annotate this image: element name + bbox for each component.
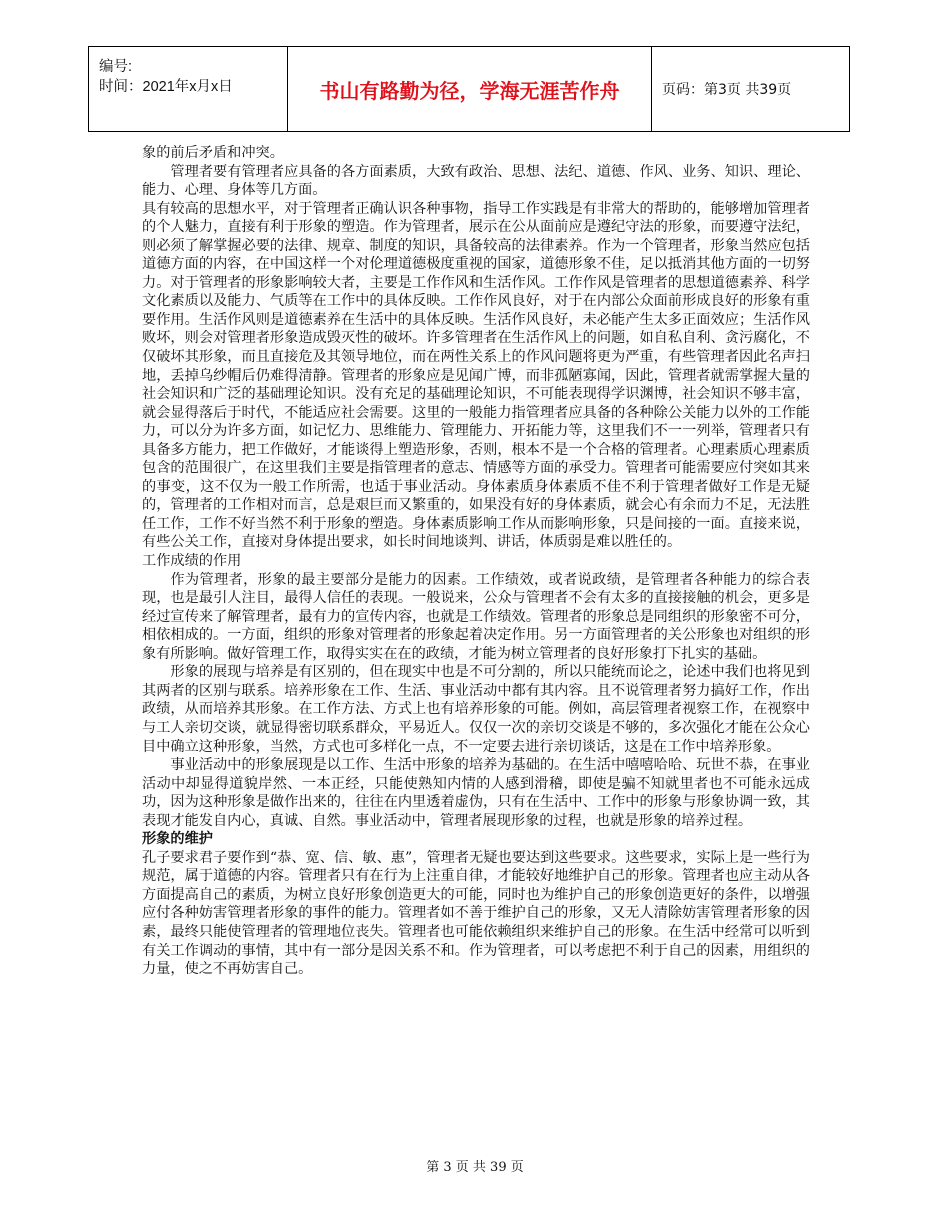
- header-page-info: 页码：第3页 共39页: [662, 82, 792, 98]
- section-heading: 形象的维护: [142, 831, 213, 848]
- page-footer: 第 3 页 共 39 页: [426, 1160, 524, 1175]
- paragraph: 形象的展现与培养是有区别的，但在现实中也是不可分割的，所以只能统而论之，论述中我们也将见到其两者的区别与联系。培养形象在工作、生活、事业活动中都有其内容。且不说管理者努力搞好工作，作出政绩，从而培养其形象。在工作方法、方式上也有培养形象的可能。例如，高层管理者视察工作，在视察中与工人亲切交谈，就显得密切联系群众，平易近人。仅仅一次的亲切交谈是不够的，多次强化才能在公众心目中确立这种形象，当然，方式也可多样化一点，不一定要去进行亲切谈话，这是在工作中培养形象。: [142, 664, 810, 755]
- paragraph: 事业活动中的形象展现是以工作、生活中形象的培养为基础的。在生活中嘻嘻哈哈、玩世不恭，在事业活动中却显得道貌岸然、一本正经，只能使熟知内情的人感到滑稽，即使是骗不知就里者也不可能永远成功，因为这种形象是做作出来的，往往在内里透着虚伪，只有在生活中、工作中的形象与形象协调一致，其表现才能发自内心，真诚、自然。事业活动中，管理者展现形象的过程，也就是形象的培养过程。: [142, 757, 810, 829]
- paragraph: 作为管理者，形象的最主要部分是能力的因素。工作绩效，或者说政绩，是管理者各种能力的综合表现，也是最引人注目，最得人信任的表现。一般说来，公众与管理者不会有太多的直接接触的机会，更多是经过宣传来了解管理者，最有力的宣传内容，也就是工作绩效。管理者的形象总是同组织的形象密不可分，相依相成的。一方面，组织的形象对管理者的形象起着决定作用。另一方面管理者的关公形象也对组织的形象有所影响。做好管理工作，取得实实在在的政绩，才能为树立管理者的良好形象打下扎实的基础。: [142, 571, 810, 662]
- paragraph: 管理者要有管理者应具备的各方面素质，大致有政治、思想、法纪、道德、作风、业务、知识、理论、能力、心理、身体等几方面。: [142, 163, 810, 199]
- document-body: [142, 144, 810, 979]
- number-label: 编号:: [99, 59, 133, 75]
- time-label: 时间：2021年x月x日: [99, 79, 233, 95]
- paragraph: 象的前后矛盾和冲突。: [142, 145, 284, 161]
- header-meta: [89, 47, 288, 131]
- page-header: [88, 46, 850, 132]
- paragraph: 孔子要求君子要作到“恭、宽、信、敏、惠”，管理者无疑也要达到这些要求。这些要求，实际上是一些行为规范，属于道德的内容。管理者只有在行为上注重自律，才能较好地维护自己的形象。管理者也应主动从各方面提高自己的素质，为树立良好形象创造更大的可能，同时也为维护自己的形象创造更好的条件，以增强应付各种妨害管理者形象的事件的能力。管理者如不善于维护自己的形象，又无人清除妨害管理者形象的因素，最终只能使管理者的管理地位丧失。管理者也可能依赖组织来维护自己的形象。在生活中经常可以听到有关工作调动的事情，其中有一部分是因关系不和。作为管理者，可以考虑把不利于自己的因素，用组织的力量，使之不再妨害自己。: [142, 849, 810, 978]
- paragraph: 工作成绩的作用: [142, 553, 242, 570]
- paragraph: 具有较高的思想水平，对于管理者正确认识各种事物，指导工作实践是有非常大的帮助的，能够增加管理者的个人魅力，直接有利于形象的塑造。作为管理者，展示在公从面前应是遵纪守法的形象，而要遵守法纪，则必须了解掌握必要的法律、规章、制度的知识，具备较高的法律素养。作为一个管理者，形象当然应包括道德方面的内容，在中国这样一个对伦理道德极度重视的国家，道德形象不佳，足以抵消其他方面的一切努力。对于管理者的形象影响较大者，主要是工作作风和生活作风。工作作风是管理者的思想道德素养、科学文化素质以及能力、气质等在工作中的具体反映。工作作风良好，对于在内部公众面前形成良好的形象有重要作用。生活作风则是道德素养在生活中的具体反映。生活作风良好，未必能产生太多正面效应；生活作风败坏，则会对管理者形象造成毁灭性的破坏。许多管理者在生活作风上的问题，如自私自利、贪污腐化，不仅破坏其形象，而且直接危及其领导地位，而在两性关系上的作风问题将更为严重，有些管理者因此名声扫地，丢掉乌纱帽后仍难得清静。管理者的形象应是见闻广博，而非孤陋寡闻，因此，管理者就需掌握大量的社会知识和广泛的基础理论知识。没有充足的基础理论知识，不可能表现得学识渊博，社会知识不够丰富，就会显得落后于时代，不能适应社会需要。这里的一般能力指管理者应具备的各种除公关能力以外的工作能力，可以分为许多方面，如记忆力、思维能力、管理能力、开拓能力等，这里我们不一一列举，管理者只有具备多方能力，把工作做好，才能谈得上塑造形象，否则，根本不是一个合格的管理者。心理素质心理素质包含的范围很广，在这里我们主要是指管理者的意志、情感等方面的承受力。管理者可能需要应付突如其来的事变，这不仅为一般工作所需，也适于事业活动。身体素质身体素质不佳不利于管理者做好工作是无疑的，管理者的工作相对而言，总是艰巨而又繁重的，如果没有好的身体素质，就会心有余而力不足，无法胜任工作，工作不好当然不利于形象的塑造。身体素质影响工作从而影响形象，只是间接的一面。直接来说，有些公关工作，直接对身体提出要求，如长时间地谈判、讲话，体质弱是难以胜任的。: [142, 200, 810, 551]
- header-motto: 书山有路勤为径，学海无涯苦作舟: [288, 47, 652, 131]
